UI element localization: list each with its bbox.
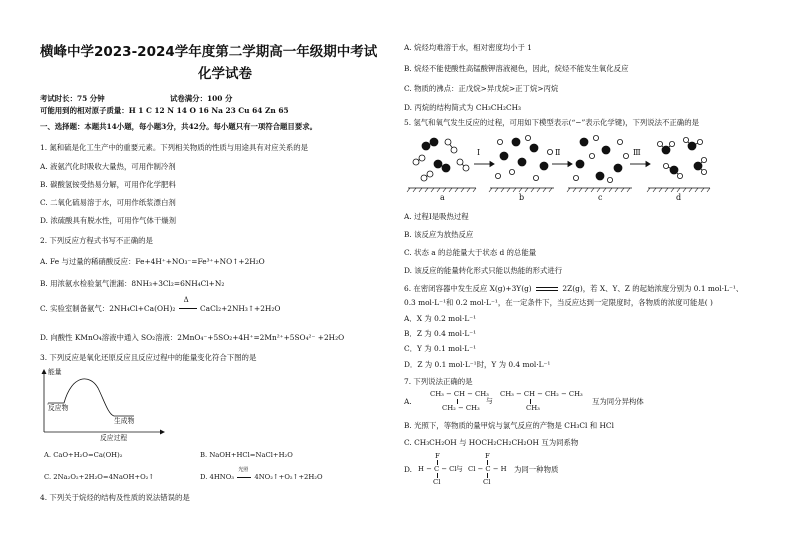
q3-option-c: C. 2Na₂O₂+2H₂O=4NaOH+O₂↑ (44, 473, 155, 481)
q1-option-b: B. 碳酸氢铵受热易分解，可用作化学肥料 (40, 180, 176, 189)
q4-option-b: B. 烷烃不能使酸性高锰酸钾溶液褪色，因此，烷烃不能发生氧化反应 (404, 64, 629, 73)
q4-option-c: C. 物质的沸点：正戊烷>异戊烷>正丁烷>丙烷 (404, 84, 559, 93)
q4-option-a: A. 烷烃均难溶于水，相对密度均小于 1 (404, 43, 532, 52)
state-b-atoms (495, 135, 552, 180)
q6-option-d: D．Z 为 0.1 mol·L⁻¹时，Y 为 0.4 mol·L⁻¹ (404, 360, 551, 369)
q7-d-structure2-middle: Cl − C − H (468, 465, 507, 473)
state-a-molecules (413, 138, 469, 181)
reactants-label: 反应物 (48, 404, 69, 412)
q3-d-products: 4NO₂↑+O₂↑+2H₂O (254, 473, 323, 481)
energy-axis-label: 能量 (48, 368, 62, 376)
process-axis-label: 反应过程 (100, 434, 128, 442)
q3-stem: 3. 下列反应是氧化还原反应且反应过程中的能量变化符合下图的是 (40, 353, 257, 362)
q6-option-c: C．Y 为 0.1 mol·L⁻¹ (404, 344, 477, 353)
q6-stem-line2: 0.3 mol·L⁻¹和 0.2 mol·L⁻¹，在一定条件下，当反应达到一定限度时，各物质的浓度可能是( ) (404, 298, 713, 307)
q3-option-d (200, 467, 323, 482)
q7-d-structure2-bottom: Cl (483, 478, 491, 486)
state-c-atoms (573, 135, 628, 182)
q7-a-and: 与 (486, 397, 493, 405)
q7-d-structure1-bottom: Cl (433, 478, 441, 486)
q7-d-structure1-middle: H − C − Cl (418, 465, 457, 473)
step-3-label: Ⅲ (633, 148, 641, 157)
step-1-label: Ⅰ (477, 148, 481, 157)
exam-title-line1: 横峰中学2023-2024学年度第二学期高一年级期中考试 (40, 44, 378, 60)
q7-d-label: D. (404, 465, 413, 474)
q2-option-d: D. 向酸性 KMnO₄溶液中通入 SO₂溶液：2MnO₄⁻+5SO₂+4H⁺=2Mn²⁺+5SO₄²⁻ +2H₂O (40, 333, 345, 342)
process-arrows (474, 162, 650, 167)
reversible-arrow (534, 284, 560, 293)
q7-a-structure2-branch: CH₃ (526, 404, 540, 412)
state-a-label: a (440, 193, 445, 202)
q6-option-b: B．Z 为 0.4 mol·L⁻¹ (404, 329, 477, 338)
q7-option-b: B. 光照下，等物质的量甲烷与氯气反应的产物是 CH₃Cl 和 HCl (404, 421, 614, 430)
q7-a-structure1-branch: CH₂ − CH₃ (442, 404, 480, 412)
q3-d-reactant: D. 4HNO₃ (200, 473, 235, 481)
q2-c-heat-symbol: Δ (183, 296, 189, 304)
q7-stem: 7. 下列说法正确的是 (404, 377, 473, 386)
q2-option-a: A. Fe 与过量的稀硝酸反应：Fe+4H⁺+NO₃⁻=Fe³⁺+NO↑+2H₂O (40, 257, 265, 266)
exam-time: 考试时长：75 分钟 (40, 94, 105, 103)
q2-c-heating-arrow (178, 296, 198, 313)
q6-stem-line1 (404, 284, 743, 293)
q3-d-light-condition: 光照 (238, 467, 249, 473)
q7-option-a (404, 390, 704, 416)
q7-option-d (404, 452, 704, 488)
q3-option-b: B. NaOH+HCl=NaCl+H₂O (200, 451, 293, 459)
q6-option-a: A．X 为 0.2 mol·L⁻¹ (404, 314, 477, 323)
section-heading: 一、选择题：本题共14小题，每小题3分，共42分。每小题只有一项符合题目要求。 (40, 122, 317, 131)
q6-products-conditions: 2Z(g)，若 X、Y、Z 的起始浓度分别为 0.1 mol·L⁻¹、 (562, 284, 744, 293)
q7-d-conclusion: 为同一种物质 (514, 465, 559, 474)
q3-option-a: A. CaO+H₂O=Ca(OH)₂ (44, 451, 123, 459)
q7-d-structure2-top: F (485, 452, 490, 460)
q5-option-d: D. 该反应的能量转化形式只能以热能的形式进行 (404, 266, 563, 275)
state-d-label: d (676, 193, 682, 202)
q2-option-b: B. 用浓氨水检验氯气泄漏：8NH₃+3Cl₂=6NH₄Cl+N₂ (40, 279, 225, 288)
atomic-masses: 可能用到的相对原子质量：H 1 C 12 N 14 O 16 Na 23 Cu 64 Zn 65 (40, 106, 289, 115)
total-score: 试卷满分：100 分 (170, 94, 233, 103)
q4-option-d: D. 丙烷的结构简式为 CH₃CH₂CH₃ (404, 103, 522, 112)
right-column (400, 0, 794, 560)
state-b-label: b (519, 193, 525, 202)
q1-option-c: C. 二氧化硫易溶于水，可用作纸浆漂白剂 (40, 198, 176, 207)
q7-option-c: C. CH₃CH₂OH 与 HOCH₂CH₂CH₂OH 互为同系物 (404, 438, 579, 447)
q5-option-a: A. 过程Ⅰ是吸热过程 (404, 212, 469, 221)
q4-stem: 4. 下列关于烷烃的结构及性质的说法错误的是 (40, 493, 190, 502)
reaction-model-svg (404, 128, 716, 204)
q7-a-structure2-main: CH₃ − CH − CH₂ − CH₃ (500, 390, 583, 398)
energy-diagram (38, 366, 168, 442)
q2-c-products: CaCl₂+2NH₃↑+2H₂O (200, 304, 281, 313)
q7-a-label: A. (404, 397, 412, 406)
q7-a-structure1-main: CH₃ − CH − CH₃ (430, 390, 489, 398)
products-label: 生成物 (114, 417, 135, 425)
q2-option-c (40, 296, 281, 313)
exam-title-line2: 化学试卷 (198, 66, 252, 82)
state-c-label: c (598, 193, 603, 202)
state-d-water-molecules (657, 137, 706, 178)
surface-hatching (407, 188, 710, 192)
step-2-label: Ⅱ (555, 148, 561, 157)
q2-c-reactants: C. 实验室制备氨气：2NH₄Cl+Ca(OH)₂ (40, 304, 176, 313)
q5-option-b: B. 该反应为放热反应 (404, 230, 474, 239)
q2-stem: 2. 下列反应方程式书写不正确的是 (40, 236, 153, 245)
q3-d-light-arrow (236, 467, 252, 482)
q5-stem: 5. 氢气和氧气发生反应的过程，可用如下模型表示(“−”表示化学键)，下列说法不正确的是 (404, 118, 699, 127)
q1-option-a: A. 液氨汽化时吸收大量热，可用作制冷剂 (40, 162, 176, 171)
q5-option-c: C. 状态 a 的总能量大于状态 d 的总能量 (404, 248, 537, 257)
q7-d-structure1-top: F (435, 452, 440, 460)
q1-option-d: D. 浓硫酸具有脱水性，可用作气体干燥剂 (40, 216, 177, 225)
q1-stem: 1. 氮和硫是化工生产中的重要元素。下列相关物质的性质与用途具有对应关系的是 (40, 143, 309, 152)
q7-a-conclusion: 互为同分异构体 (592, 397, 644, 406)
q6-reactants: 6. 在密闭容器中发生反应 X(g)+3Y(g) (404, 284, 532, 293)
q7-d-and: 与 (456, 465, 463, 473)
reaction-model-diagram (404, 128, 716, 204)
